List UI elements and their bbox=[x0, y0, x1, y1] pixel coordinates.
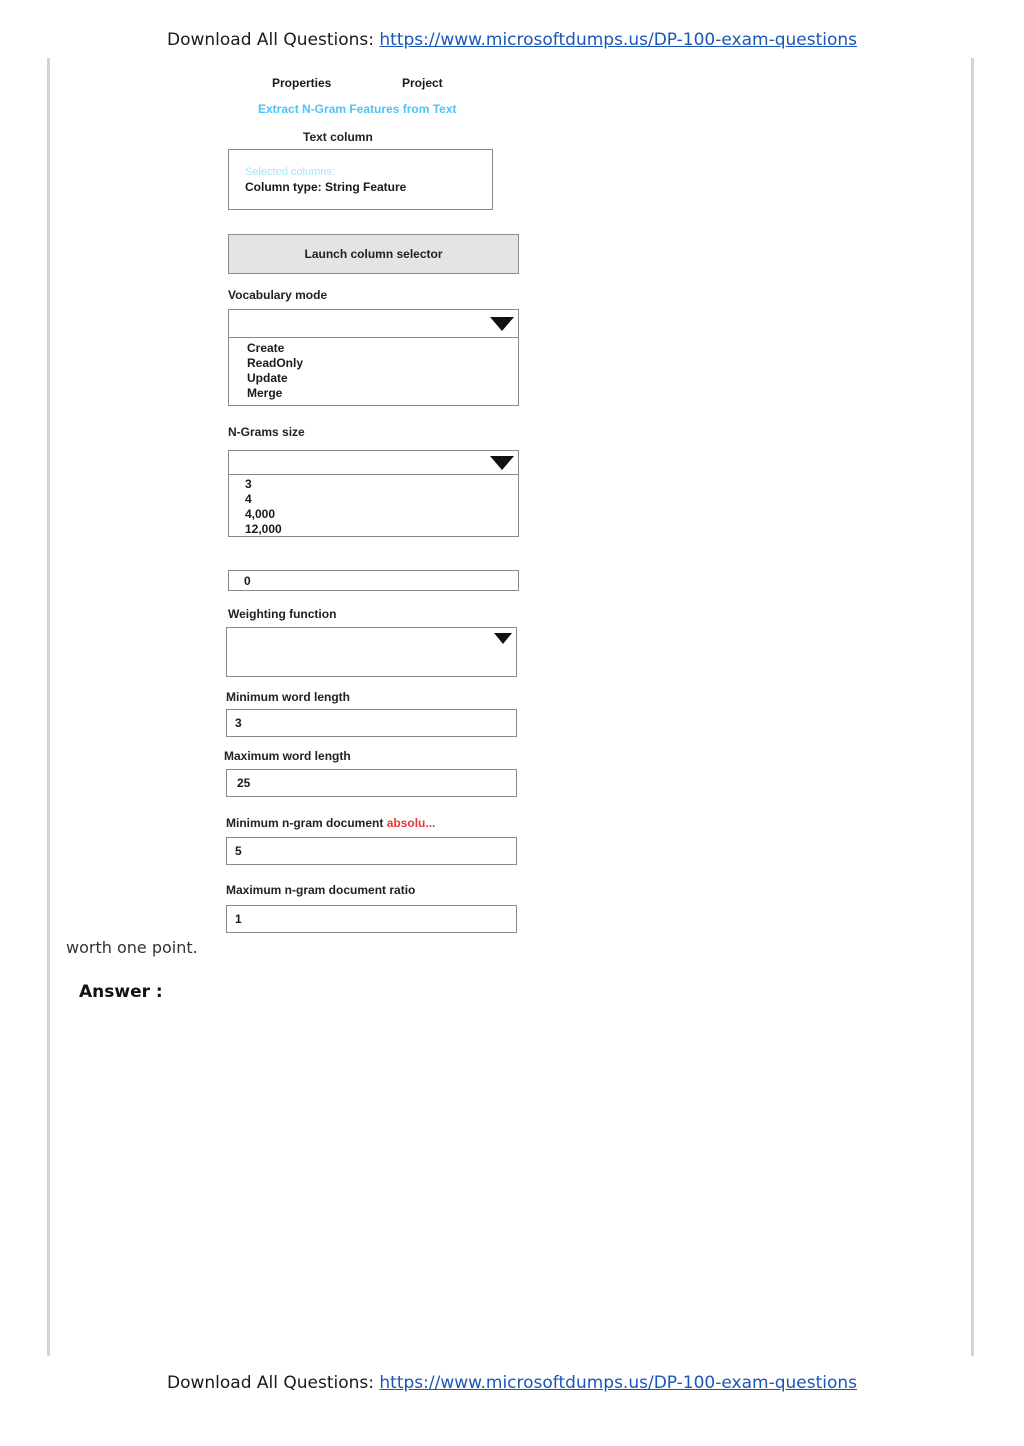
option-3[interactable]: 3 bbox=[245, 477, 252, 491]
vocabulary-mode-select[interactable] bbox=[228, 309, 519, 338]
ngrams-size-options bbox=[228, 474, 519, 537]
option-update[interactable]: Update bbox=[247, 371, 288, 385]
option-4[interactable]: 4 bbox=[245, 492, 252, 506]
option-readonly[interactable]: ReadOnly bbox=[247, 356, 304, 370]
min-word-length-value: 3 bbox=[235, 716, 242, 730]
vocabulary-mode-label: Vocabulary mode bbox=[228, 288, 328, 302]
tab-project[interactable]: Project bbox=[402, 76, 443, 90]
header-prefix: Download All Questions: bbox=[166, 30, 380, 50]
option-merge[interactable]: Merge bbox=[247, 386, 283, 400]
min-word-length-input[interactable] bbox=[226, 709, 517, 737]
weighting-function-select[interactable] bbox=[226, 627, 517, 677]
value-input[interactable] bbox=[228, 570, 519, 591]
min-word-length-label: Minimum word length bbox=[226, 690, 350, 704]
option-create[interactable]: Create bbox=[247, 341, 285, 355]
module-title: Extract N-Gram Features from Text bbox=[258, 102, 457, 116]
page-header bbox=[0, 30, 1024, 50]
ngrams-size-select[interactable] bbox=[228, 450, 519, 475]
footer-link[interactable]: https://www.microsoftdumps.us/DP-100-exam-questions bbox=[379, 1373, 858, 1393]
min-ngram-doc-label: Minimum n-gram document absolu... bbox=[226, 816, 436, 830]
min-ngram-doc-label-highlight: absolu... bbox=[386, 816, 436, 830]
vocabulary-mode-options bbox=[228, 337, 519, 406]
chevron-down-icon[interactable] bbox=[490, 456, 514, 470]
page-frame-right bbox=[971, 58, 974, 1356]
max-word-length-label: Maximum word length bbox=[224, 749, 351, 763]
min-ngram-doc-value: 5 bbox=[235, 844, 242, 858]
max-ngram-doc-ratio-label: Maximum n-gram document ratio bbox=[226, 883, 416, 897]
option-4000[interactable]: 4,000 bbox=[245, 507, 276, 521]
min-ngram-doc-input[interactable] bbox=[226, 837, 517, 865]
selected-columns-label: Selected columns: bbox=[245, 166, 335, 178]
header-link[interactable]: https://www.microsoftdumps.us/DP-100-exam-questions bbox=[379, 30, 858, 50]
page-footer bbox=[0, 1373, 1024, 1393]
chevron-down-icon[interactable] bbox=[490, 317, 514, 331]
value-input-text: 0 bbox=[244, 574, 251, 588]
max-ngram-doc-ratio-input[interactable] bbox=[226, 905, 517, 933]
max-word-length-value: 25 bbox=[237, 776, 251, 790]
page-frame-left bbox=[47, 58, 50, 1356]
max-ngram-doc-ratio-value: 1 bbox=[235, 912, 242, 926]
points-text: worth one point. bbox=[66, 938, 198, 957]
column-type-text: Column type: String Feature bbox=[245, 180, 407, 194]
answer-label: Answer : bbox=[79, 982, 163, 1002]
ngrams-size-label: N-Grams size bbox=[228, 425, 305, 439]
launch-column-selector-button[interactable]: Launch column selector bbox=[228, 234, 519, 274]
tab-properties[interactable]: Properties bbox=[272, 76, 332, 90]
properties-panel bbox=[222, 70, 532, 940]
footer-prefix: Download All Questions: bbox=[166, 1373, 380, 1393]
max-word-length-input[interactable] bbox=[226, 769, 517, 797]
text-column-label: Text column bbox=[303, 130, 373, 144]
chevron-down-icon[interactable] bbox=[494, 633, 512, 644]
option-12000[interactable]: 12,000 bbox=[245, 522, 282, 536]
text-column-box bbox=[228, 149, 493, 210]
weighting-function-label: Weighting function bbox=[228, 607, 337, 621]
